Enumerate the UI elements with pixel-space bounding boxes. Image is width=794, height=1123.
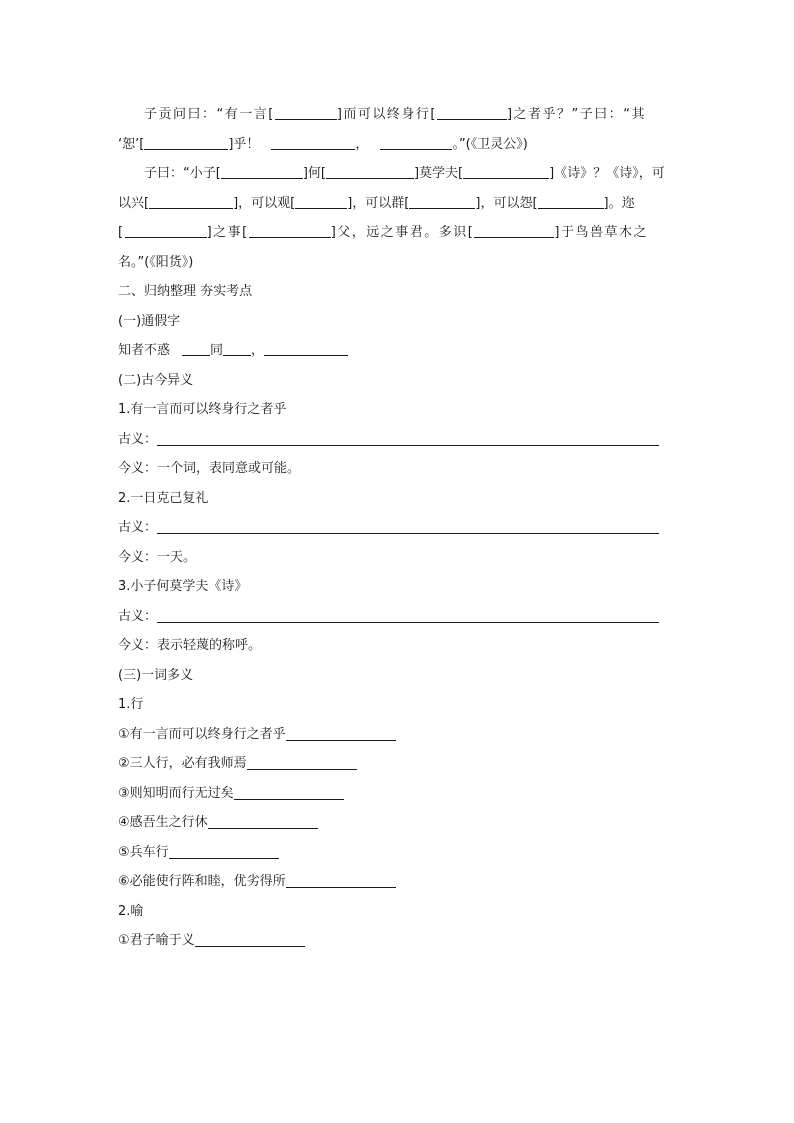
- tongjia-item: [118, 336, 678, 366]
- sense-text: ①君子喻于义: [118, 933, 195, 948]
- fill-blank[interactable]: [247, 755, 357, 770]
- passage2-text: 以兴[: [118, 195, 150, 211]
- item-text: 同: [210, 343, 224, 358]
- passage2-line3: [118, 218, 678, 248]
- fill-blank[interactable]: [144, 135, 228, 150]
- subsection-title: (三)一词多义: [118, 667, 194, 683]
- gujin-ancient: [118, 513, 678, 543]
- passage2-text: ]父，远之事君。多识[: [330, 225, 475, 240]
- passage2-text: ]，可以观[: [233, 195, 296, 211]
- passage2-text: ]何[: [302, 166, 326, 181]
- passage2-text: ]《诗》？《诗》，可: [549, 166, 665, 181]
- sense-item: [118, 867, 678, 897]
- item-text: 知者不惑: [118, 343, 171, 358]
- worksheet-page: [118, 100, 678, 956]
- passage1-line1: [118, 100, 678, 130]
- ancient-label: 古义：: [118, 520, 158, 535]
- fill-blank[interactable]: [125, 223, 207, 238]
- sense-item: [118, 720, 678, 750]
- fill-blank[interactable]: [286, 726, 396, 741]
- passage2-line2: [118, 189, 678, 219]
- passage2-text: 子曰：“小子[: [144, 166, 221, 181]
- fill-blank[interactable]: [538, 194, 604, 209]
- fill-blank[interactable]: [286, 873, 396, 888]
- passage2-text: 名。”(《阳货》): [118, 254, 194, 270]
- sense-item: [118, 749, 678, 779]
- gujin-modern: 今义：一个词，表同意或可能。: [118, 461, 301, 476]
- passage1-text: ，: [355, 136, 369, 152]
- sense-text: ⑤兵车行: [118, 844, 169, 860]
- sense-item: [118, 926, 678, 956]
- word-heading: 2.喻: [118, 903, 144, 919]
- gujin-question: 1.有一言而可以终身行之者乎: [118, 402, 287, 417]
- fill-blank[interactable]: [380, 135, 452, 150]
- passage2-text: ]之事[: [206, 225, 249, 240]
- item-text: ，: [251, 343, 265, 358]
- subsection-title: (一)通假字: [118, 313, 181, 329]
- passage1-text: ]而可以终身行[: [336, 107, 437, 122]
- passage1-text: ]之者乎？”子曰：“其: [506, 107, 647, 122]
- sense-item: [118, 779, 678, 809]
- fill-blank[interactable]: [208, 814, 318, 829]
- fill-blank[interactable]: [295, 194, 347, 209]
- passage2-line4: [118, 248, 678, 278]
- fill-blank[interactable]: [249, 223, 331, 238]
- sense-text: ②三人行，必有我师焉: [118, 756, 247, 771]
- fill-blank[interactable]: [169, 844, 279, 859]
- gujin-modern: 今义：表示轻蔑的称呼。: [118, 638, 262, 653]
- gujin-question: 3.小子何莫学夫《诗》: [118, 579, 248, 594]
- passage1-line2: [118, 130, 678, 160]
- passage2-text: ]，可以怨[: [475, 195, 538, 211]
- sense-text: ③则知明而行无过矣: [118, 785, 234, 801]
- fill-blank[interactable]: [223, 341, 251, 356]
- fill-blank[interactable]: [437, 105, 507, 120]
- fill-blank[interactable]: [271, 135, 355, 150]
- fill-blank[interactable]: [149, 194, 233, 209]
- passage2-line1: [118, 159, 678, 189]
- fill-blank[interactable]: [195, 932, 305, 947]
- fill-blank[interactable]: [234, 785, 344, 800]
- passage2-text: ]。迩: [603, 195, 635, 211]
- word-heading: 1.行: [118, 697, 144, 712]
- sense-text: ①有一言而可以终身行之者乎: [118, 726, 286, 742]
- fill-blank[interactable]: [221, 164, 303, 179]
- passage1-text: ]乎！: [228, 136, 260, 152]
- gujin-ancient: [118, 602, 678, 632]
- passage2-text: ]于鸟兽草木之: [554, 225, 648, 240]
- sense-text: ⑥必能使行阵和睦，优劣得所: [118, 874, 286, 889]
- ancient-label: 古义：: [118, 608, 158, 624]
- passage1-text: 子贡问曰：“有一言[: [144, 107, 275, 122]
- fill-blank[interactable]: [326, 164, 414, 179]
- passage1-text: 。”(《卫灵公》): [452, 136, 528, 152]
- ancient-label: 古义：: [118, 431, 158, 447]
- passage1-text: ‘恕’[: [118, 136, 145, 152]
- fill-blank[interactable]: [463, 164, 549, 179]
- gujin-question: 2.一日克己复礼: [118, 490, 209, 506]
- section-title: 二、归纳整理 夯实考点: [118, 284, 253, 299]
- gujin-modern: 今义：一天。: [118, 549, 197, 565]
- answer-line[interactable]: [157, 608, 659, 623]
- sense-item: [118, 808, 678, 838]
- fill-blank[interactable]: [474, 223, 554, 238]
- passage2-text: ]，可以群[: [347, 195, 410, 211]
- passage2-text: [: [118, 225, 125, 240]
- fill-blank[interactable]: [275, 105, 337, 120]
- fill-blank[interactable]: [264, 341, 348, 356]
- answer-line[interactable]: [157, 519, 659, 534]
- fill-blank[interactable]: [182, 341, 210, 356]
- sense-text: ④感吾生之行休: [118, 815, 208, 830]
- answer-line[interactable]: [157, 431, 659, 446]
- subsection-title: (二)古今异义: [118, 372, 194, 388]
- passage2-text: ]莫学夫[: [413, 166, 464, 181]
- sense-item: [118, 838, 678, 868]
- fill-blank[interactable]: [409, 194, 475, 209]
- gujin-ancient: [118, 425, 678, 455]
